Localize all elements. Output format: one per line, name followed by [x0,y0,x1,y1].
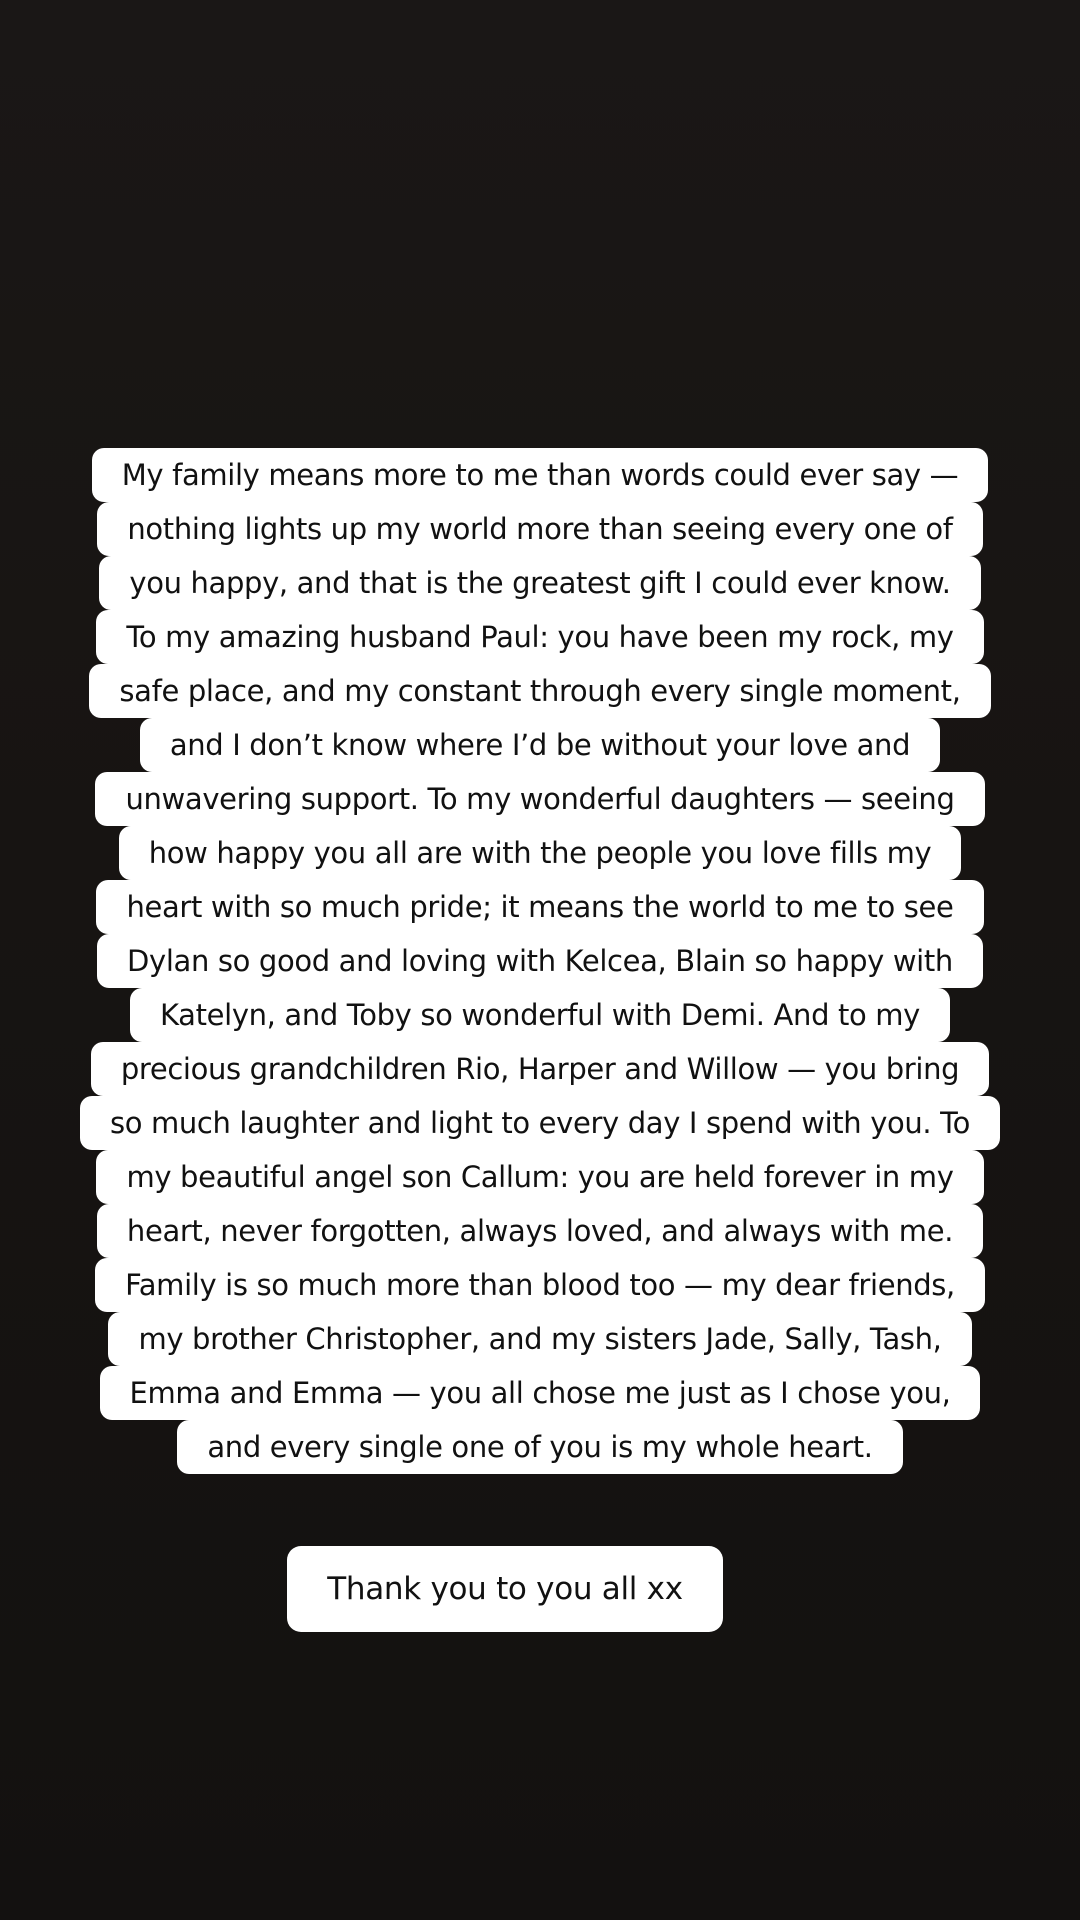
message-line: Dylan so good and loving with Kelcea, Blain so happy with [97,934,983,988]
message-line: My family means more to me than words could ever say — [92,448,989,502]
message-line: precious grandchildren Rio, Harper and Willow — you bring [91,1042,989,1096]
message-line: Katelyn, and Toby so wonderful with Demi. And to my [130,988,950,1042]
message-line: Family is so much more than blood too — my dear friends, [95,1258,985,1312]
message-line: To my amazing husband Paul: you have been my rock, my [96,610,983,664]
thanks-text-sticker: Thank you to you all xx [287,1546,723,1632]
message-line: Emma and Emma — you all chose me just as I chose you, [100,1366,981,1420]
message-line: and I don’t know where I’d be without your love and [140,718,940,772]
message-line: so much laughter and light to every day I spend with you. To [80,1096,1000,1150]
message-line: nothing lights up my world more than seeing every one of [97,502,982,556]
message-line: and every single one of you is my whole heart. [177,1420,902,1474]
message-line: heart with so much pride; it means the world to me to see [96,880,983,934]
message-line: safe place, and my constant through every single moment, [89,664,990,718]
message-line: unwavering support. To my wonderful daughters — seeing [95,772,984,826]
message-text-sticker [0,448,1080,1474]
message-line: how happy you all are with the people you love fills my [119,826,962,880]
message-line: you happy, and that is the greatest gift I could ever know. [99,556,980,610]
message-line: my brother Christopher, and my sisters Jade, Sally, Tash, [108,1312,971,1366]
message-line: my beautiful angel son Callum: you are held forever in my [96,1150,983,1204]
message-line: heart, never forgotten, always loved, and always with me. [97,1204,983,1258]
